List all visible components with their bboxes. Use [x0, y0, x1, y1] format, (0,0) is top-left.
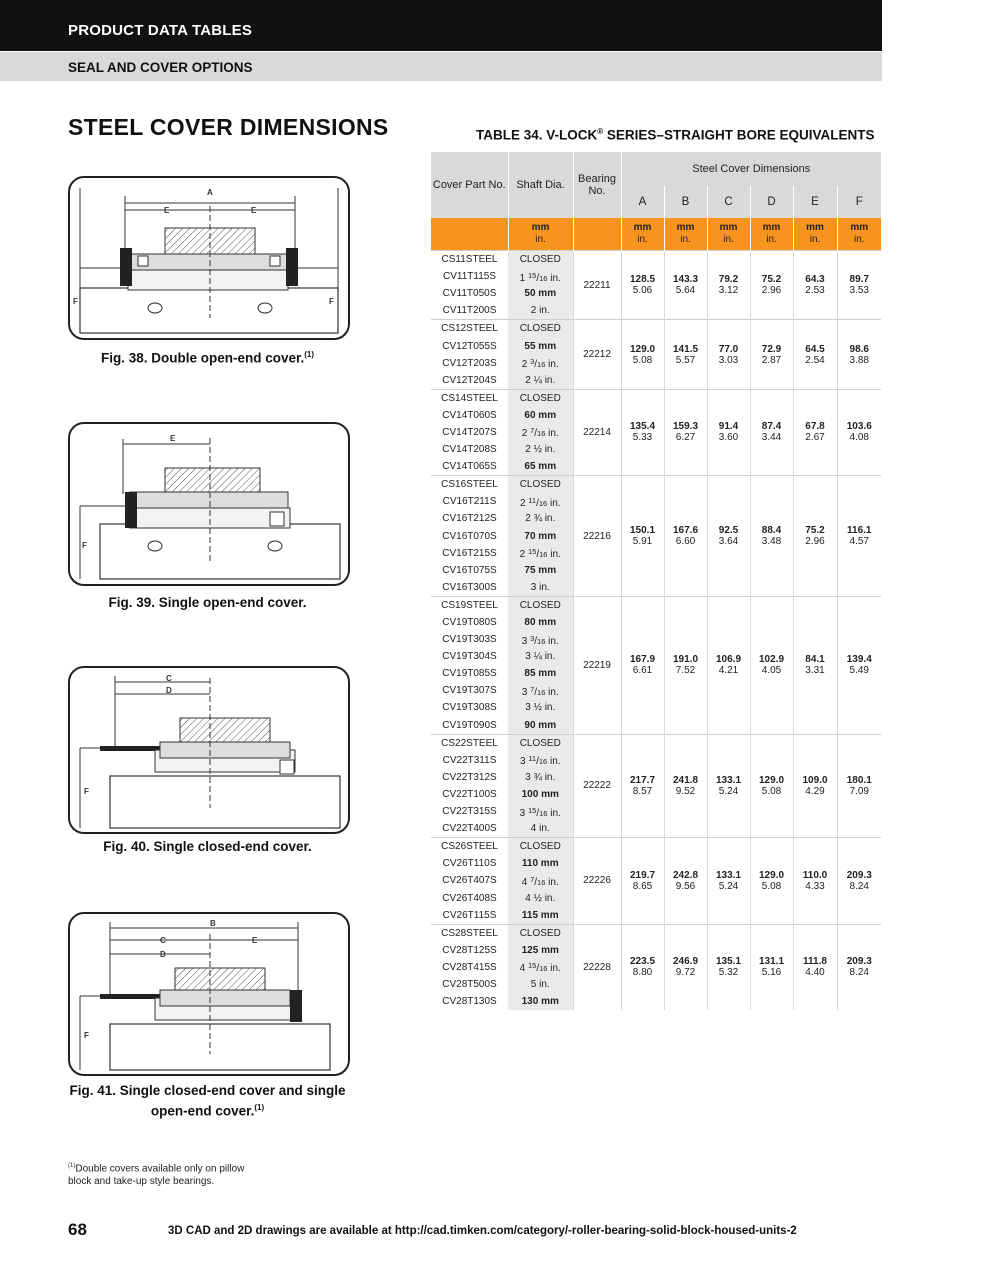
- dim-label-f: F: [84, 1031, 89, 1040]
- cover-part-no: CV14T060S: [442, 409, 497, 421]
- dim-label-d: D: [166, 686, 172, 695]
- dim-label-e: E: [252, 936, 258, 945]
- shaft-dia: CLOSED: [508, 476, 573, 494]
- cover-part-no: CV16T211S: [442, 496, 497, 508]
- shaft-dia: CLOSED: [508, 734, 573, 752]
- shaft-dia: 4 ½ in.: [508, 889, 573, 906]
- shaft-dia: 4 in.: [508, 820, 573, 838]
- dimension-value: 150.1 5.91: [621, 476, 664, 597]
- cover-part-no: CV19T303S: [442, 634, 497, 646]
- section-header-bar: [0, 0, 882, 51]
- cover-part-no: CV28T415S: [442, 961, 497, 973]
- cover-part-no: CV19T304S: [442, 651, 497, 663]
- shaft-dia: 2 ¼ in.: [508, 372, 573, 390]
- shaft-dia: 3 $^{11}$/16 in.: [508, 752, 573, 769]
- dimension-value: 84.1 3.31: [793, 596, 837, 734]
- shaft-dia: CLOSED: [508, 251, 573, 269]
- cover-part-no: CS16STEEL: [431, 476, 508, 494]
- dim-label-b: B: [210, 919, 216, 928]
- dimension-value: 79.2 3.12: [707, 251, 750, 320]
- shaft-dia: 2 $^{11}$/16 in.: [508, 493, 573, 510]
- bearing-no: 22226: [573, 838, 621, 924]
- dimension-value: 135.1 5.32: [707, 924, 750, 1010]
- figure-40-drawing: [68, 666, 350, 834]
- cover-part-no: CV19T085S: [442, 668, 497, 680]
- cover-part-no: CV11T050S: [442, 288, 497, 300]
- dimension-value: 219.7 8.65: [621, 838, 664, 924]
- page-title: STEEL COVER DIMENSIONS: [68, 114, 389, 140]
- shaft-dia: CLOSED: [508, 389, 573, 407]
- shaft-dia: 2 in.: [508, 302, 573, 320]
- dimension-value: 110.0 4.33: [793, 838, 837, 924]
- bearing-no: 22219: [573, 596, 621, 734]
- cover-part-no: CV28T130S: [442, 996, 497, 1008]
- cover-part-no: CV22T312S: [442, 771, 497, 783]
- dimension-value: 209.3 8.24: [837, 838, 881, 924]
- page-number: 68: [68, 1220, 87, 1239]
- dimension-value: 88.4 3.48: [750, 476, 793, 597]
- dimension-value: 129.0 5.08: [750, 734, 793, 838]
- units-cell: mm in.: [837, 218, 881, 251]
- shaft-dia: 80 mm: [508, 614, 573, 631]
- shaft-dia: 3 ½ in.: [508, 699, 573, 716]
- cover-part-no: CV22T315S: [442, 806, 497, 818]
- dimension-value: 143.3 5.64: [664, 251, 707, 320]
- table-row: [431, 734, 881, 752]
- cover-part-no: CS12STEEL: [431, 320, 508, 338]
- steel-cover-dimensions-table: [431, 152, 881, 1010]
- cover-part-no: CS14STEEL: [431, 389, 508, 407]
- table-row: [431, 596, 881, 614]
- dimension-value: 111.8 4.40: [793, 924, 837, 1010]
- table-title: TABLE 34. V-LOCK® SERIES–STRAIGHT BORE EQUIVALENTS: [476, 127, 875, 143]
- shaft-dia: CLOSED: [508, 924, 573, 942]
- subsection-header-bar: [0, 52, 882, 81]
- dimension-value: 67.8 2.67: [793, 389, 837, 475]
- units-cell: mm in.: [621, 218, 664, 251]
- dim-label-f: F: [329, 297, 334, 306]
- cover-part-no: CV26T115S: [442, 909, 497, 921]
- dimension-value: 103.6 4.08: [837, 389, 881, 475]
- dimension-value: 129.0 5.08: [750, 838, 793, 924]
- dimension-value: 139.4 5.49: [837, 596, 881, 734]
- table-row: [431, 476, 881, 494]
- figure-41-caption: Fig. 41. Single closed-end cover and single open-end cover.$^{(1)}$: [69, 1083, 346, 1119]
- shaft-dia: 50 mm: [508, 285, 573, 302]
- dimension-value: 135.4 5.33: [621, 389, 664, 475]
- subsection-title: SEAL AND COVER OPTIONS: [68, 60, 253, 75]
- shaft-dia: 3 $^{15}$/16 in.: [508, 803, 573, 820]
- cover-part-no: CV16T212S: [442, 513, 497, 525]
- dimension-value: 102.9 4.05: [750, 596, 793, 734]
- section-title: PRODUCT DATA TABLES: [68, 22, 253, 39]
- figure-41-drawing: [68, 912, 350, 1076]
- shaft-dia: 2 $^7$/16 in.: [508, 424, 573, 441]
- dimension-value: 89.7 3.53: [837, 251, 881, 320]
- col-header-cover-part: Cover Part No.: [431, 152, 508, 218]
- figure-39-drawing: [68, 422, 350, 586]
- cover-part-no: CS19STEEL: [431, 596, 508, 614]
- shaft-dia: 75 mm: [508, 562, 573, 579]
- cover-part-no: CV26T408S: [442, 892, 497, 904]
- shaft-dia: 85 mm: [508, 665, 573, 682]
- dimension-value: 167.6 6.60: [664, 476, 707, 597]
- dimension-value: 116.1 4.57: [837, 476, 881, 597]
- dimension-value: 128.5 5.06: [621, 251, 664, 320]
- bearing-no: 22211: [573, 251, 621, 320]
- units-cell: mm in.: [793, 218, 837, 251]
- col-header-steel-cover-dims: Steel Cover Dimensions: [621, 152, 881, 186]
- dimension-value: 92.5 3.64: [707, 476, 750, 597]
- shaft-dia: CLOSED: [508, 838, 573, 856]
- cover-part-no: CV22T400S: [442, 823, 497, 835]
- dimension-value: 180.1 7.09: [837, 734, 881, 838]
- shaft-dia: 65 mm: [508, 458, 573, 476]
- cover-part-no: CS11STEEL: [431, 251, 508, 269]
- dimension-value: 98.6 3.88: [837, 320, 881, 389]
- units-cell: mm in.: [664, 218, 707, 251]
- shaft-dia: 90 mm: [508, 717, 573, 735]
- shaft-dia: 130 mm: [508, 993, 573, 1010]
- cover-part-no: CS28STEEL: [431, 924, 508, 942]
- dim-label-f: F: [84, 787, 89, 796]
- figure-40-caption: Fig. 40. Single closed-end cover.: [103, 839, 312, 854]
- dimension-value: 91.4 3.60: [707, 389, 750, 475]
- shaft-dia: 115 mm: [508, 907, 573, 925]
- shaft-dia: 3 $^7$/16 in.: [508, 682, 573, 699]
- shaft-dia: 5 in.: [508, 976, 573, 993]
- footnote: $^{(1)}$Double covers available only on pillow block and take-up style bearings.: [68, 1163, 245, 1188]
- dimension-value: 242.8 9.56: [664, 838, 707, 924]
- dimension-value: 87.4 3.44: [750, 389, 793, 475]
- dimension-value: 75.2 2.96: [750, 251, 793, 320]
- cover-part-no: CV14T208S: [442, 444, 497, 456]
- cover-part-no: CV16T075S: [442, 564, 497, 576]
- cover-part-no: CV22T100S: [442, 788, 497, 800]
- cover-part-no: CV12T204S: [442, 374, 497, 386]
- cover-part-no: CS22STEEL: [431, 734, 508, 752]
- col-header-shaft-dia: Shaft Dia.: [508, 152, 573, 218]
- dimension-value: 133.1 5.24: [707, 734, 750, 838]
- dim-label-e: E: [170, 434, 176, 443]
- table-row: [431, 251, 881, 269]
- figure-39-caption: Fig. 39. Single open-end cover.: [108, 595, 307, 610]
- shaft-dia: 3 $^3$/16 in.: [508, 631, 573, 648]
- cover-part-no: CV19T308S: [442, 702, 497, 714]
- units-row: [431, 218, 881, 251]
- dimension-value: 64.5 2.54: [793, 320, 837, 389]
- cover-part-no: CV28T125S: [442, 944, 497, 956]
- shaft-dia: 1 $^{15}$/16 in.: [508, 268, 573, 285]
- dimension-value: 64.3 2.53: [793, 251, 837, 320]
- cover-part-no: CV16T300S: [442, 581, 497, 593]
- shaft-dia: 3 ¼ in.: [508, 648, 573, 665]
- cover-part-no: CV11T115S: [443, 271, 496, 283]
- cover-part-no: CV22T311S: [442, 754, 497, 766]
- cover-part-no: CV12T055S: [442, 340, 497, 352]
- shaft-dia: 60 mm: [508, 407, 573, 424]
- shaft-dia: 70 mm: [508, 528, 573, 545]
- table-row: [431, 838, 881, 856]
- col-header-dim: E: [793, 186, 837, 218]
- table-row: [431, 389, 881, 407]
- dim-label-e: E: [164, 206, 170, 215]
- bearing-no: 22216: [573, 476, 621, 597]
- figure-38-caption: Fig. 38. Double open-end cover.$^{(1)}$: [100, 350, 315, 366]
- bearing-no: 22228: [573, 924, 621, 1010]
- dimension-value: 217.7 8.57: [621, 734, 664, 838]
- dim-label-f: F: [82, 541, 87, 550]
- dimension-value: 131.1 5.16: [750, 924, 793, 1010]
- figure-38-drawing: [68, 176, 350, 340]
- col-header-dim: D: [750, 186, 793, 218]
- cover-part-no: CV16T070S: [442, 530, 497, 542]
- shaft-dia: CLOSED: [508, 320, 573, 338]
- shaft-dia: 2 ½ in.: [508, 441, 573, 458]
- dimension-value: 77.0 3.03: [707, 320, 750, 389]
- dimension-value: 109.0 4.29: [793, 734, 837, 838]
- shaft-dia: 2 ¾ in.: [508, 510, 573, 527]
- col-header-dim: B: [664, 186, 707, 218]
- units-cell: [573, 218, 621, 251]
- col-header-bearing-no: Bearing No.: [573, 152, 621, 218]
- shaft-dia: 2 $^{15}$/16 in.: [508, 545, 573, 562]
- cover-part-no: CV12T203S: [442, 357, 497, 369]
- dim-label-e: E: [251, 206, 257, 215]
- dim-label-a: A: [207, 188, 213, 197]
- cover-part-no: CV28T500S: [442, 978, 497, 990]
- dimension-value: 191.0 7.52: [664, 596, 707, 734]
- dimension-value: 223.5 8.80: [621, 924, 664, 1010]
- dimension-value: 159.3 6.27: [664, 389, 707, 475]
- bearing-no: 22222: [573, 734, 621, 838]
- units-cell: mm in.: [750, 218, 793, 251]
- col-header-dim: A: [621, 186, 664, 218]
- cover-part-no: CV11T200S: [442, 305, 497, 317]
- dimension-value: 246.9 9.72: [664, 924, 707, 1010]
- cover-part-no: CV19T090S: [442, 719, 497, 731]
- dimension-value: 141.5 5.57: [664, 320, 707, 389]
- dim-label-d: D: [160, 950, 166, 959]
- dim-label-c: C: [160, 936, 166, 945]
- col-header-dim: F: [837, 186, 881, 218]
- bearing-no: 22214: [573, 389, 621, 475]
- dimension-value: 75.2 2.96: [793, 476, 837, 597]
- cover-part-no: CV16T215S: [442, 547, 497, 559]
- dimension-value: 129.0 5.08: [621, 320, 664, 389]
- shaft-dia: CLOSED: [508, 596, 573, 614]
- units-cell: mm in.: [707, 218, 750, 251]
- table-row: [431, 924, 881, 942]
- units-cell: mm in.: [508, 218, 573, 251]
- dimension-value: 167.9 6.61: [621, 596, 664, 734]
- shaft-dia: 55 mm: [508, 337, 573, 354]
- bearing-no: 22212: [573, 320, 621, 389]
- table-row: [431, 320, 881, 338]
- cover-part-no: CV14T065S: [442, 461, 497, 473]
- shaft-dia: 100 mm: [508, 786, 573, 803]
- shaft-dia: 4 $^7$/16 in.: [508, 872, 573, 889]
- cover-part-no: CV26T110S: [442, 858, 497, 870]
- shaft-dia: 3 ¾ in.: [508, 769, 573, 786]
- dimension-value: 72.9 2.87: [750, 320, 793, 389]
- col-header-dim: C: [707, 186, 750, 218]
- units-cell: [431, 218, 508, 251]
- cover-part-no: CV19T307S: [442, 685, 497, 697]
- cover-part-no: CS26STEEL: [431, 838, 508, 856]
- shaft-dia: 3 in.: [508, 579, 573, 597]
- dimension-value: 106.9 4.21: [707, 596, 750, 734]
- dimension-value: 133.1 5.24: [707, 838, 750, 924]
- shaft-dia: 110 mm: [508, 855, 573, 872]
- footer-cad-link: 3D CAD and 2D drawings are available at http://cad.timken.com/category/-roller-bearing-solid-block-housed-units-2: [168, 1225, 797, 1237]
- cover-part-no: CV19T080S: [442, 617, 497, 629]
- shaft-dia: 125 mm: [508, 942, 573, 959]
- cover-part-no: CV14T207S: [442, 426, 497, 438]
- shaft-dia: 4 $^{15}$/16 in.: [508, 959, 573, 976]
- dim-label-f: F: [73, 297, 78, 306]
- shaft-dia: 2 $^3$/16 in.: [508, 355, 573, 372]
- dimension-value: 209.3 8.24: [837, 924, 881, 1010]
- dim-label-c: C: [166, 674, 172, 683]
- cover-part-no: CV26T407S: [442, 875, 497, 887]
- dimension-value: 241.8 9.52: [664, 734, 707, 838]
